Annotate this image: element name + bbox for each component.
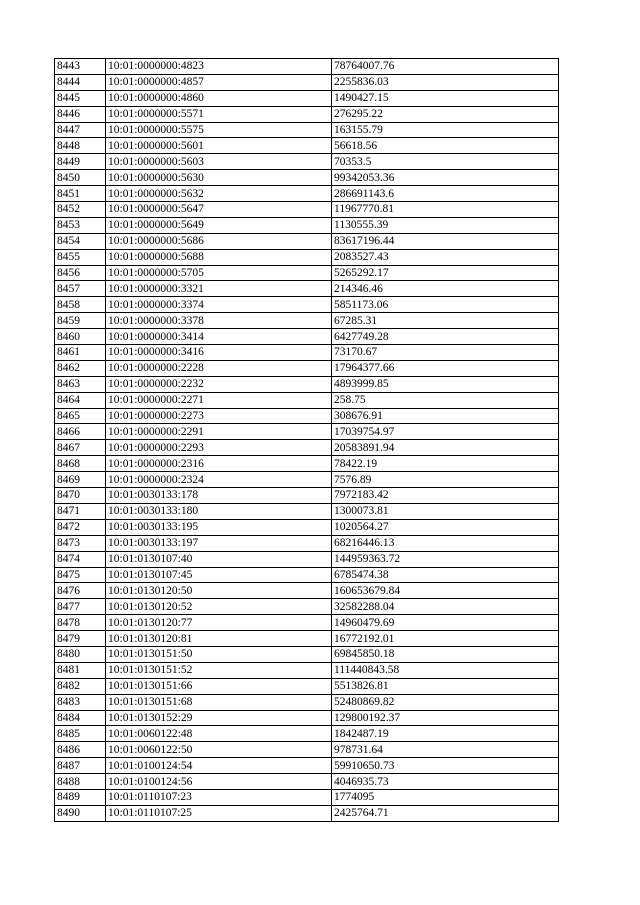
table-row bbox=[55, 106, 559, 122]
table-row bbox=[55, 503, 559, 519]
table-row bbox=[55, 217, 559, 233]
value-cell: 7576.89 bbox=[332, 472, 559, 488]
cadastral-number-cell: 10:01:0000000:5632 bbox=[106, 186, 332, 202]
cadastral-number-cell: 10:01:0000000:5603 bbox=[106, 154, 332, 170]
cadastral-number-cell: 10:01:0000000:5705 bbox=[106, 265, 332, 281]
value-cell: 7972183.42 bbox=[332, 488, 559, 504]
row-number-cell: 8468 bbox=[55, 456, 106, 472]
value-cell: 978731.64 bbox=[332, 742, 559, 758]
value-cell: 4893999.85 bbox=[332, 376, 559, 392]
table-row bbox=[55, 281, 559, 297]
value-cell: 69845850.18 bbox=[332, 646, 559, 662]
table-row bbox=[55, 59, 559, 75]
row-number-cell: 8475 bbox=[55, 567, 106, 583]
table-row bbox=[55, 138, 559, 154]
value-cell: 1130555.39 bbox=[332, 217, 559, 233]
cadastral-number-cell: 10:01:0100124:56 bbox=[106, 774, 332, 790]
table-row bbox=[55, 424, 559, 440]
table-row bbox=[55, 551, 559, 567]
row-number-cell: 8446 bbox=[55, 106, 106, 122]
table-row bbox=[55, 615, 559, 631]
value-cell: 14960479.69 bbox=[332, 615, 559, 631]
value-cell: 16772192.01 bbox=[332, 631, 559, 647]
cadastral-number-cell: 10:01:0000000:5630 bbox=[106, 170, 332, 186]
cadastral-number-cell: 10:01:0130151:52 bbox=[106, 662, 332, 678]
value-cell: 1020564.27 bbox=[332, 519, 559, 535]
cadastral-number-cell: 10:01:0130120:52 bbox=[106, 599, 332, 615]
cadastral-number-cell: 10:01:0000000:5688 bbox=[106, 249, 332, 265]
cadastral-number-cell: 10:01:0000000:5686 bbox=[106, 233, 332, 249]
value-cell: 308676.91 bbox=[332, 408, 559, 424]
table-row bbox=[55, 646, 559, 662]
row-number-cell: 8482 bbox=[55, 678, 106, 694]
row-number-cell: 8485 bbox=[55, 726, 106, 742]
value-cell: 5513826.81 bbox=[332, 678, 559, 694]
value-cell: 1490427.15 bbox=[332, 90, 559, 106]
value-cell: 5851173.06 bbox=[332, 297, 559, 313]
table-row bbox=[55, 329, 559, 345]
row-number-cell: 8472 bbox=[55, 519, 106, 535]
table-row bbox=[55, 122, 559, 138]
table-row bbox=[55, 742, 559, 758]
value-cell: 111440843.58 bbox=[332, 662, 559, 678]
value-cell: 2255836.03 bbox=[332, 74, 559, 90]
value-cell: 214346.46 bbox=[332, 281, 559, 297]
table-row bbox=[55, 202, 559, 218]
row-number-cell: 8477 bbox=[55, 599, 106, 615]
cadastral-number-cell: 10:01:0130151:68 bbox=[106, 694, 332, 710]
cadastral-number-cell: 10:01:0000000:4823 bbox=[106, 59, 332, 75]
table-row bbox=[55, 678, 559, 694]
value-cell: 2425764.71 bbox=[332, 805, 559, 821]
cadastral-number-cell: 10:01:0030133:197 bbox=[106, 535, 332, 551]
row-number-cell: 8445 bbox=[55, 90, 106, 106]
row-number-cell: 8447 bbox=[55, 122, 106, 138]
table-row bbox=[55, 170, 559, 186]
cadastral-number-cell: 10:01:0030133:195 bbox=[106, 519, 332, 535]
row-number-cell: 8479 bbox=[55, 631, 106, 647]
cadastral-number-cell: 10:01:0000000:2232 bbox=[106, 376, 332, 392]
row-number-cell: 8463 bbox=[55, 376, 106, 392]
cadastral-number-cell: 10:01:0130107:40 bbox=[106, 551, 332, 567]
table-row bbox=[55, 726, 559, 742]
row-number-cell: 8453 bbox=[55, 217, 106, 233]
value-cell: 163155.79 bbox=[332, 122, 559, 138]
value-cell: 6427749.28 bbox=[332, 329, 559, 345]
table-row bbox=[55, 758, 559, 774]
table-row bbox=[55, 583, 559, 599]
table-row bbox=[55, 440, 559, 456]
row-number-cell: 8489 bbox=[55, 789, 106, 805]
table-row bbox=[55, 392, 559, 408]
cadastral-number-cell: 10:01:0000000:2291 bbox=[106, 424, 332, 440]
value-cell: 6785474.38 bbox=[332, 567, 559, 583]
value-cell: 276295.22 bbox=[332, 106, 559, 122]
table-row bbox=[55, 376, 559, 392]
table-row bbox=[55, 694, 559, 710]
table-row bbox=[55, 360, 559, 376]
value-cell: 286691143.6 bbox=[332, 186, 559, 202]
cadastral-number-cell: 10:01:0000000:5649 bbox=[106, 217, 332, 233]
cadastral-number-cell: 10:01:0100124:54 bbox=[106, 758, 332, 774]
cadastral-number-cell: 10:01:0000000:3374 bbox=[106, 297, 332, 313]
value-cell: 67285.31 bbox=[332, 313, 559, 329]
cadastral-number-cell: 10:01:0130151:50 bbox=[106, 646, 332, 662]
table-row bbox=[55, 805, 559, 821]
table-row bbox=[55, 249, 559, 265]
table-row bbox=[55, 567, 559, 583]
row-number-cell: 8483 bbox=[55, 694, 106, 710]
table-row bbox=[55, 662, 559, 678]
cadastral-number-cell: 10:01:0130152:29 bbox=[106, 710, 332, 726]
table-row bbox=[55, 297, 559, 313]
value-cell: 1300073.81 bbox=[332, 503, 559, 519]
cadastral-number-cell: 10:01:0000000:5571 bbox=[106, 106, 332, 122]
row-number-cell: 8471 bbox=[55, 503, 106, 519]
table-row bbox=[55, 233, 559, 249]
value-cell: 32582288.04 bbox=[332, 599, 559, 615]
value-cell: 144959363.72 bbox=[332, 551, 559, 567]
cadastral-number-cell: 10:01:0000000:2228 bbox=[106, 360, 332, 376]
value-cell: 78422.19 bbox=[332, 456, 559, 472]
table-row bbox=[55, 535, 559, 551]
cadastral-number-cell: 10:01:0000000:3416 bbox=[106, 345, 332, 361]
table-row bbox=[55, 186, 559, 202]
value-cell: 129800192.37 bbox=[332, 710, 559, 726]
row-number-cell: 8464 bbox=[55, 392, 106, 408]
cadastral-number-cell: 10:01:0000000:2316 bbox=[106, 456, 332, 472]
row-number-cell: 8466 bbox=[55, 424, 106, 440]
cadastral-number-cell: 10:01:0110107:25 bbox=[106, 805, 332, 821]
cadastral-number-cell: 10:01:0130120:77 bbox=[106, 615, 332, 631]
cadastral-number-cell: 10:01:0000000:2271 bbox=[106, 392, 332, 408]
value-cell: 83617196.44 bbox=[332, 233, 559, 249]
cadastral-number-cell: 10:01:0130151:66 bbox=[106, 678, 332, 694]
row-number-cell: 8478 bbox=[55, 615, 106, 631]
row-number-cell: 8460 bbox=[55, 329, 106, 345]
value-cell: 59910650.73 bbox=[332, 758, 559, 774]
value-cell: 2083527.43 bbox=[332, 249, 559, 265]
cadastral-number-cell: 10:01:0000000:2324 bbox=[106, 472, 332, 488]
cadastral-number-cell: 10:01:0000000:5601 bbox=[106, 138, 332, 154]
row-number-cell: 8487 bbox=[55, 758, 106, 774]
value-cell: 1842487.19 bbox=[332, 726, 559, 742]
value-cell: 17039754.97 bbox=[332, 424, 559, 440]
table-row bbox=[55, 789, 559, 805]
row-number-cell: 8454 bbox=[55, 233, 106, 249]
row-number-cell: 8462 bbox=[55, 360, 106, 376]
row-number-cell: 8467 bbox=[55, 440, 106, 456]
table-row bbox=[55, 472, 559, 488]
cadastral-number-cell: 10:01:0130120:81 bbox=[106, 631, 332, 647]
value-cell: 160653679.84 bbox=[332, 583, 559, 599]
row-number-cell: 8465 bbox=[55, 408, 106, 424]
cadastral-number-cell: 10:01:0000000:2273 bbox=[106, 408, 332, 424]
table-row bbox=[55, 154, 559, 170]
value-cell: 78764007.76 bbox=[332, 59, 559, 75]
table-row bbox=[55, 456, 559, 472]
cadastral-number-cell: 10:01:0060122:50 bbox=[106, 742, 332, 758]
row-number-cell: 8448 bbox=[55, 138, 106, 154]
row-number-cell: 8481 bbox=[55, 662, 106, 678]
value-cell: 258.75 bbox=[332, 392, 559, 408]
value-cell: 1774095 bbox=[332, 789, 559, 805]
row-number-cell: 8456 bbox=[55, 265, 106, 281]
value-cell: 70353.5 bbox=[332, 154, 559, 170]
cadastral-number-cell: 10:01:0000000:5647 bbox=[106, 202, 332, 218]
value-cell: 52480869.82 bbox=[332, 694, 559, 710]
value-cell: 4046935.73 bbox=[332, 774, 559, 790]
table-row bbox=[55, 345, 559, 361]
row-number-cell: 8490 bbox=[55, 805, 106, 821]
table-row bbox=[55, 631, 559, 647]
value-cell: 68216446.13 bbox=[332, 535, 559, 551]
row-number-cell: 8444 bbox=[55, 74, 106, 90]
row-number-cell: 8473 bbox=[55, 535, 106, 551]
row-number-cell: 8455 bbox=[55, 249, 106, 265]
cadastral-number-cell: 10:01:0000000:3378 bbox=[106, 313, 332, 329]
table-row bbox=[55, 599, 559, 615]
table-row bbox=[55, 408, 559, 424]
table-row bbox=[55, 774, 559, 790]
table-row bbox=[55, 265, 559, 281]
cadastral-number-cell: 10:01:0000000:3321 bbox=[106, 281, 332, 297]
cadastral-number-cell: 10:01:0030133:180 bbox=[106, 503, 332, 519]
cadastral-number-cell: 10:01:0130120:50 bbox=[106, 583, 332, 599]
value-cell: 17964377.66 bbox=[332, 360, 559, 376]
row-number-cell: 8484 bbox=[55, 710, 106, 726]
data-table bbox=[54, 58, 559, 822]
row-number-cell: 8449 bbox=[55, 154, 106, 170]
row-number-cell: 8457 bbox=[55, 281, 106, 297]
value-cell: 56618.56 bbox=[332, 138, 559, 154]
cadastral-number-cell: 10:01:0030133:178 bbox=[106, 488, 332, 504]
cadastral-number-cell: 10:01:0110107:23 bbox=[106, 789, 332, 805]
row-number-cell: 8469 bbox=[55, 472, 106, 488]
row-number-cell: 8486 bbox=[55, 742, 106, 758]
cadastral-number-cell: 10:01:0000000:3414 bbox=[106, 329, 332, 345]
value-cell: 11967770.81 bbox=[332, 202, 559, 218]
table-row bbox=[55, 90, 559, 106]
row-number-cell: 8474 bbox=[55, 551, 106, 567]
row-number-cell: 8470 bbox=[55, 488, 106, 504]
row-number-cell: 8461 bbox=[55, 345, 106, 361]
row-number-cell: 8488 bbox=[55, 774, 106, 790]
value-cell: 73170.67 bbox=[332, 345, 559, 361]
row-number-cell: 8458 bbox=[55, 297, 106, 313]
row-number-cell: 8459 bbox=[55, 313, 106, 329]
cadastral-number-cell: 10:01:0000000:4857 bbox=[106, 74, 332, 90]
table-body bbox=[55, 59, 559, 822]
row-number-cell: 8450 bbox=[55, 170, 106, 186]
table-row bbox=[55, 488, 559, 504]
cadastral-number-cell: 10:01:0000000:4860 bbox=[106, 90, 332, 106]
row-number-cell: 8452 bbox=[55, 202, 106, 218]
table-row bbox=[55, 74, 559, 90]
cadastral-number-cell: 10:01:0060122:48 bbox=[106, 726, 332, 742]
cadastral-number-cell: 10:01:0000000:5575 bbox=[106, 122, 332, 138]
row-number-cell: 8451 bbox=[55, 186, 106, 202]
table-row bbox=[55, 519, 559, 535]
table-row bbox=[55, 710, 559, 726]
row-number-cell: 8476 bbox=[55, 583, 106, 599]
row-number-cell: 8480 bbox=[55, 646, 106, 662]
value-cell: 20583891.94 bbox=[332, 440, 559, 456]
value-cell: 99342053.36 bbox=[332, 170, 559, 186]
value-cell: 5265292.17 bbox=[332, 265, 559, 281]
table-row bbox=[55, 313, 559, 329]
cadastral-number-cell: 10:01:0130107:45 bbox=[106, 567, 332, 583]
row-number-cell: 8443 bbox=[55, 59, 106, 75]
cadastral-number-cell: 10:01:0000000:2293 bbox=[106, 440, 332, 456]
